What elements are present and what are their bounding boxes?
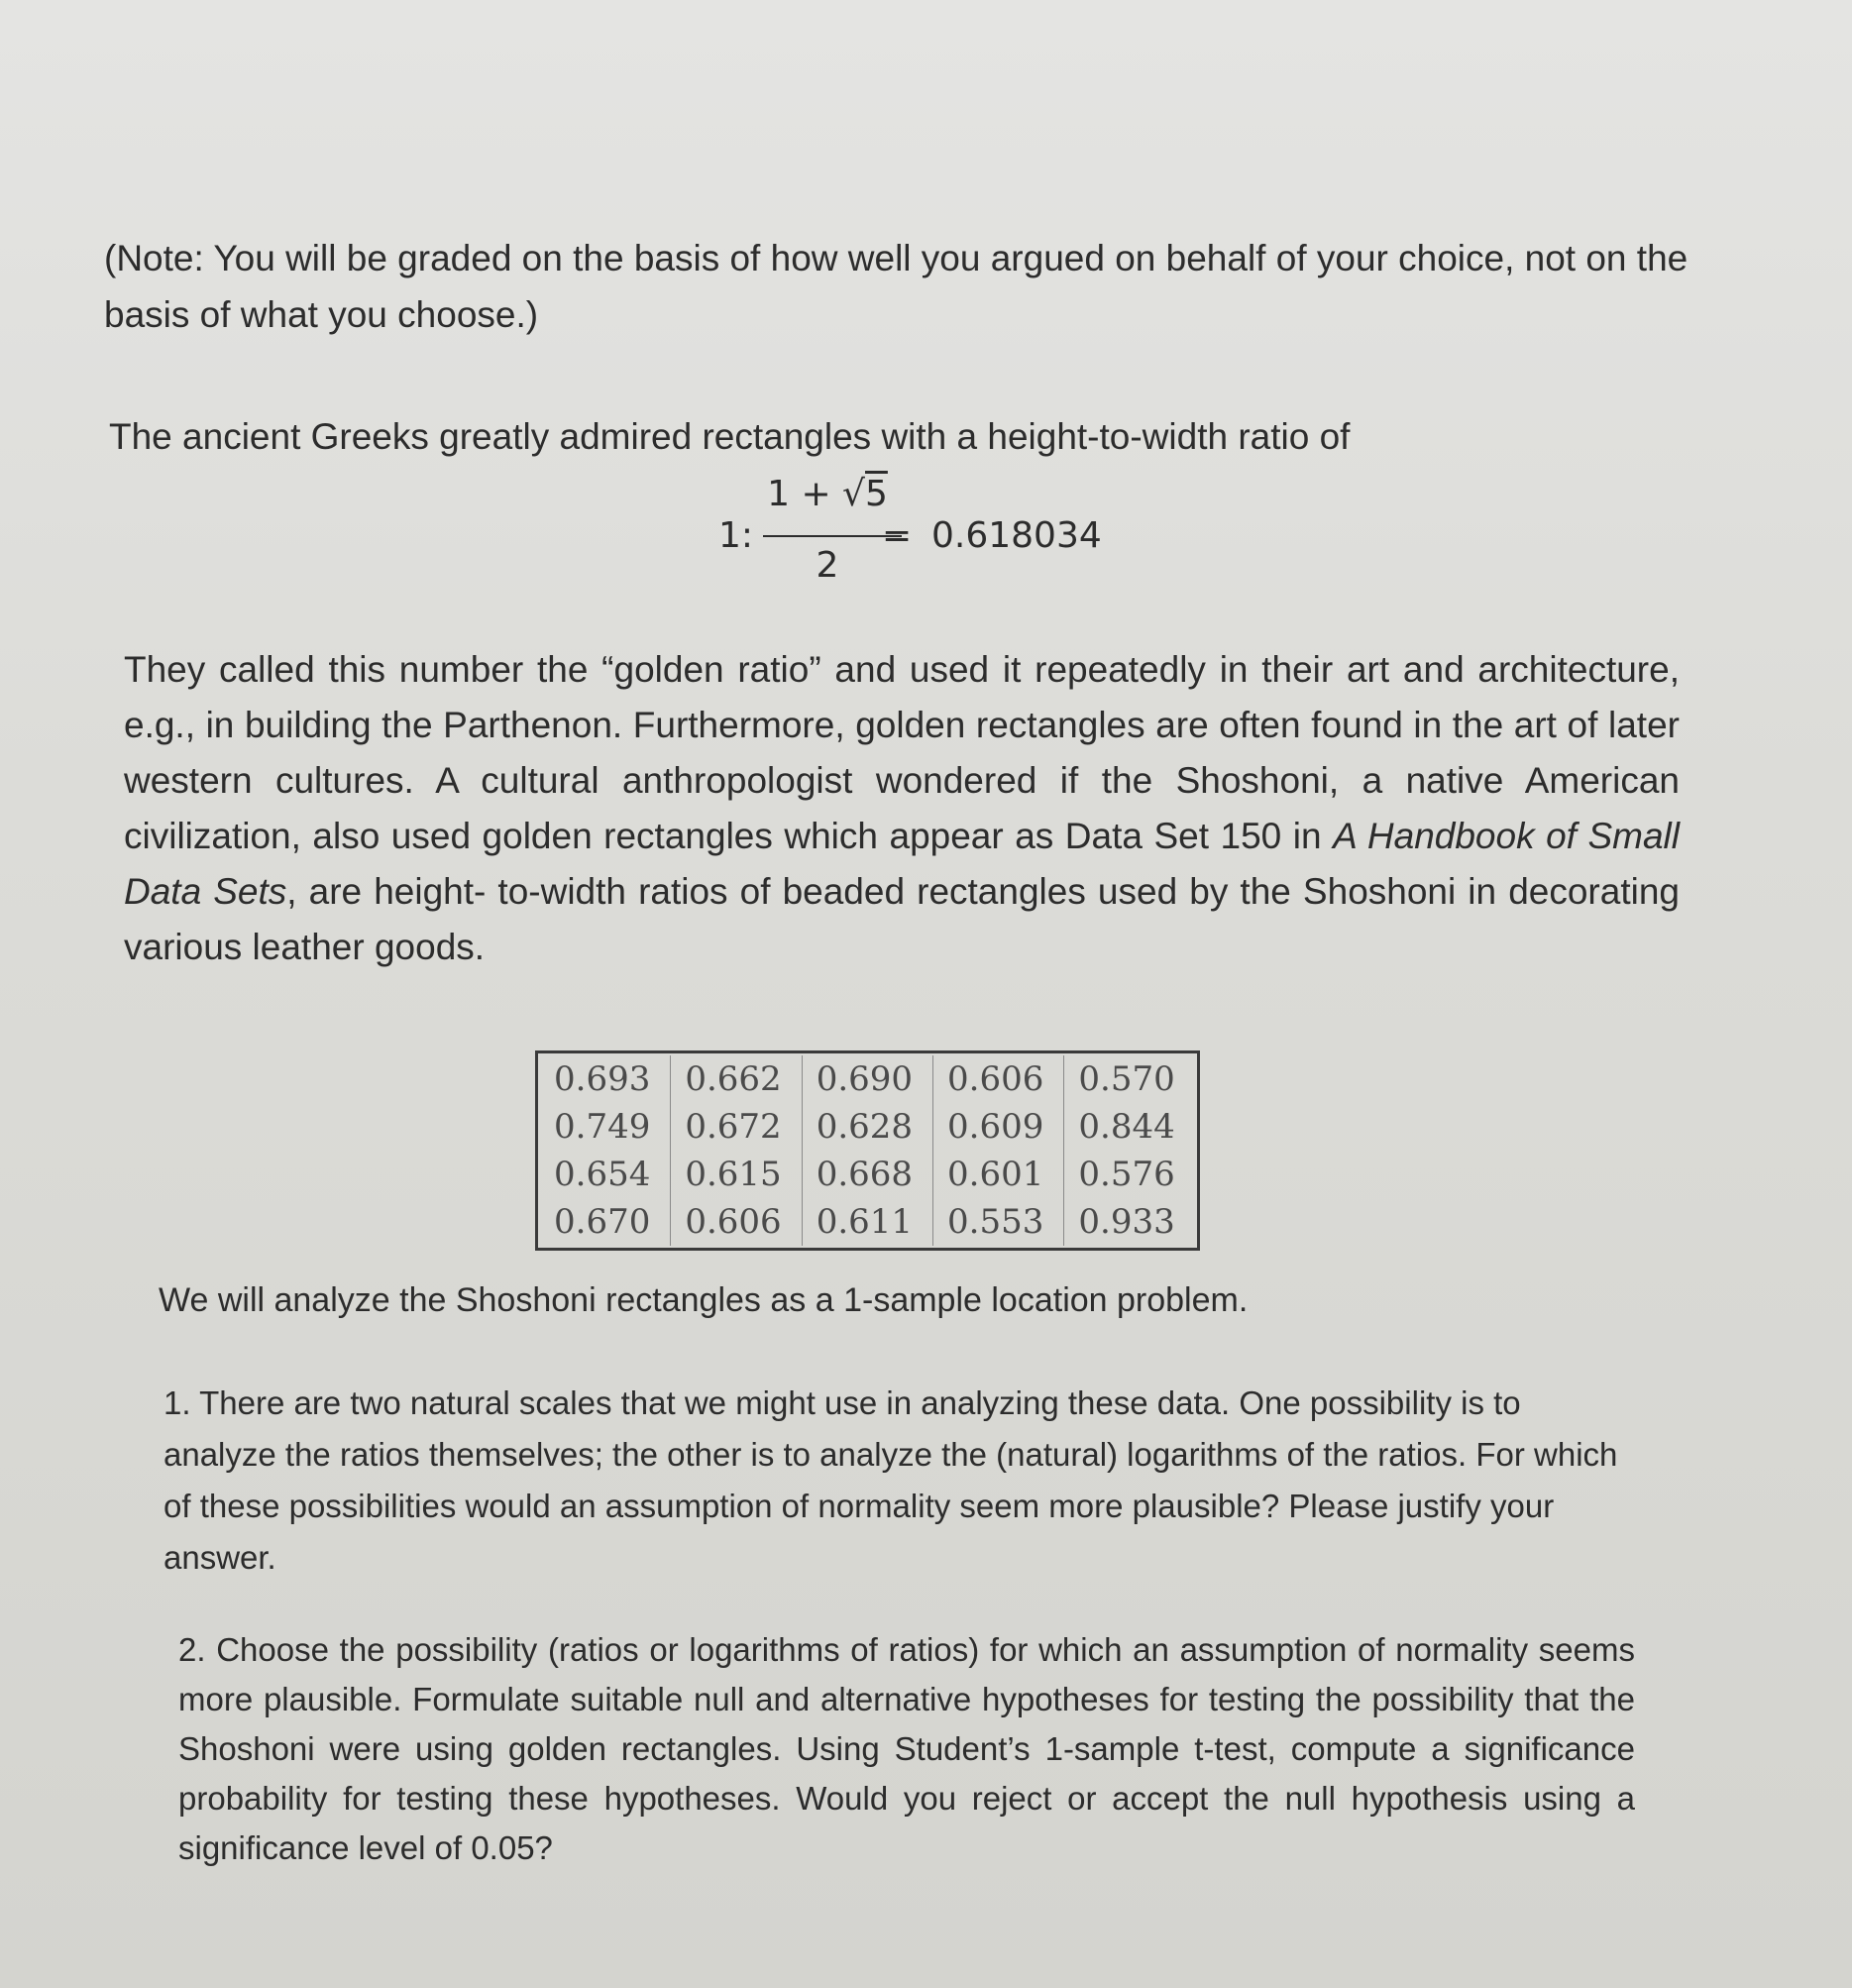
table-cell: 0.611 (802, 1198, 932, 1246)
formula-denominator: 2 (816, 545, 839, 586)
golden-ratio-formula (718, 474, 1115, 593)
intro-paragraph: The ancient Greeks greatly admired rectangles with a height-to-width ratio of (109, 416, 1351, 457)
table-cell: 0.749 (554, 1107, 651, 1147)
formula-result: 0.618034 (931, 515, 1102, 556)
table-cell: 0.606 (671, 1198, 802, 1246)
question-2: 2. Choose the possibility (ratios or logarithms of ratios) for which an assumption of normality seems more plausible. Formulate suitable null and alternative hypotheses for testing the possibility that the Shoshoni were using golden rectangles. Using Student’s 1-sample t-test, compute a significance probability for testing these hypotheses. Would you reject or accept the null hypothesis using a significance level of 0.05? (178, 1631, 1635, 1866)
question-1: 1. There are two natural scales that we might use in analyzing these data. One possibility is to analyze the ratios themselves; the other is to analyze the (natural) logarithms of the ratios. For which of these possibilities would an assumption of normality seem more plausible? Please justify your answer. (163, 1384, 1618, 1576)
analysis-statement: We will analyze the Shoshoni rectangles as a 1-sample location problem. (159, 1281, 1249, 1319)
story-text-2: , are height- to-width ratios of beaded rectangles used by the Shoshoni in decorating various leather goods. (124, 871, 1680, 967)
table-cell: 0.609 (933, 1103, 1064, 1151)
table-cell: 0.654 (554, 1155, 651, 1194)
table-cell: 0.628 (802, 1103, 932, 1151)
table-cell: 0.668 (802, 1151, 932, 1198)
table-row (540, 1198, 1195, 1246)
formula-prefix: 1: (718, 515, 754, 556)
book-title-1: A Handbook of Small (1333, 816, 1680, 856)
table-cell: 0.844 (1064, 1103, 1195, 1151)
formula-equals: = (882, 515, 913, 556)
data-table-frame (535, 1050, 1200, 1251)
table-cell: 0.672 (671, 1103, 802, 1151)
table-cell: 0.933 (1064, 1198, 1195, 1246)
table-cell: 0.570 (1064, 1055, 1195, 1103)
table-cell: 0.693 (554, 1059, 651, 1099)
fraction-bar (763, 535, 902, 537)
table-row (540, 1055, 1195, 1103)
story-paragraph (124, 642, 1680, 975)
book-title-2: Data Sets (124, 871, 287, 912)
formula-numerator-left: 1 + √ (767, 474, 865, 514)
table-cell: 0.670 (554, 1202, 651, 1242)
formula-numerator (763, 474, 892, 514)
table-cell: 0.662 (671, 1055, 802, 1103)
story-text-1: They called this number the “golden ratio” and used it repeatedly in their art and architecture, e.g., in building the Parthenon. Furthermore, golden rectangles are often found in the art of later western cultures. A cultural anthropologist wondered if the Shoshoni, a native American civilization, also used golden rectangles which appear as Data Set 150 in (124, 649, 1680, 856)
ratio-data-table (540, 1055, 1195, 1246)
table-cell: 0.606 (933, 1055, 1064, 1103)
table-row (540, 1103, 1195, 1151)
table-cell: 0.615 (671, 1151, 802, 1198)
table-cell: 0.576 (1064, 1151, 1195, 1198)
table-row (540, 1151, 1195, 1198)
grading-note: (Note: You will be graded on the basis of how well you argued on behalf of your choice, not on the basis of what you choose.) (104, 238, 1689, 335)
formula-radicand: 5 (865, 474, 888, 514)
table-cell: 0.553 (933, 1198, 1064, 1246)
table-cell: 0.690 (802, 1055, 932, 1103)
table-cell: 0.601 (933, 1151, 1064, 1198)
